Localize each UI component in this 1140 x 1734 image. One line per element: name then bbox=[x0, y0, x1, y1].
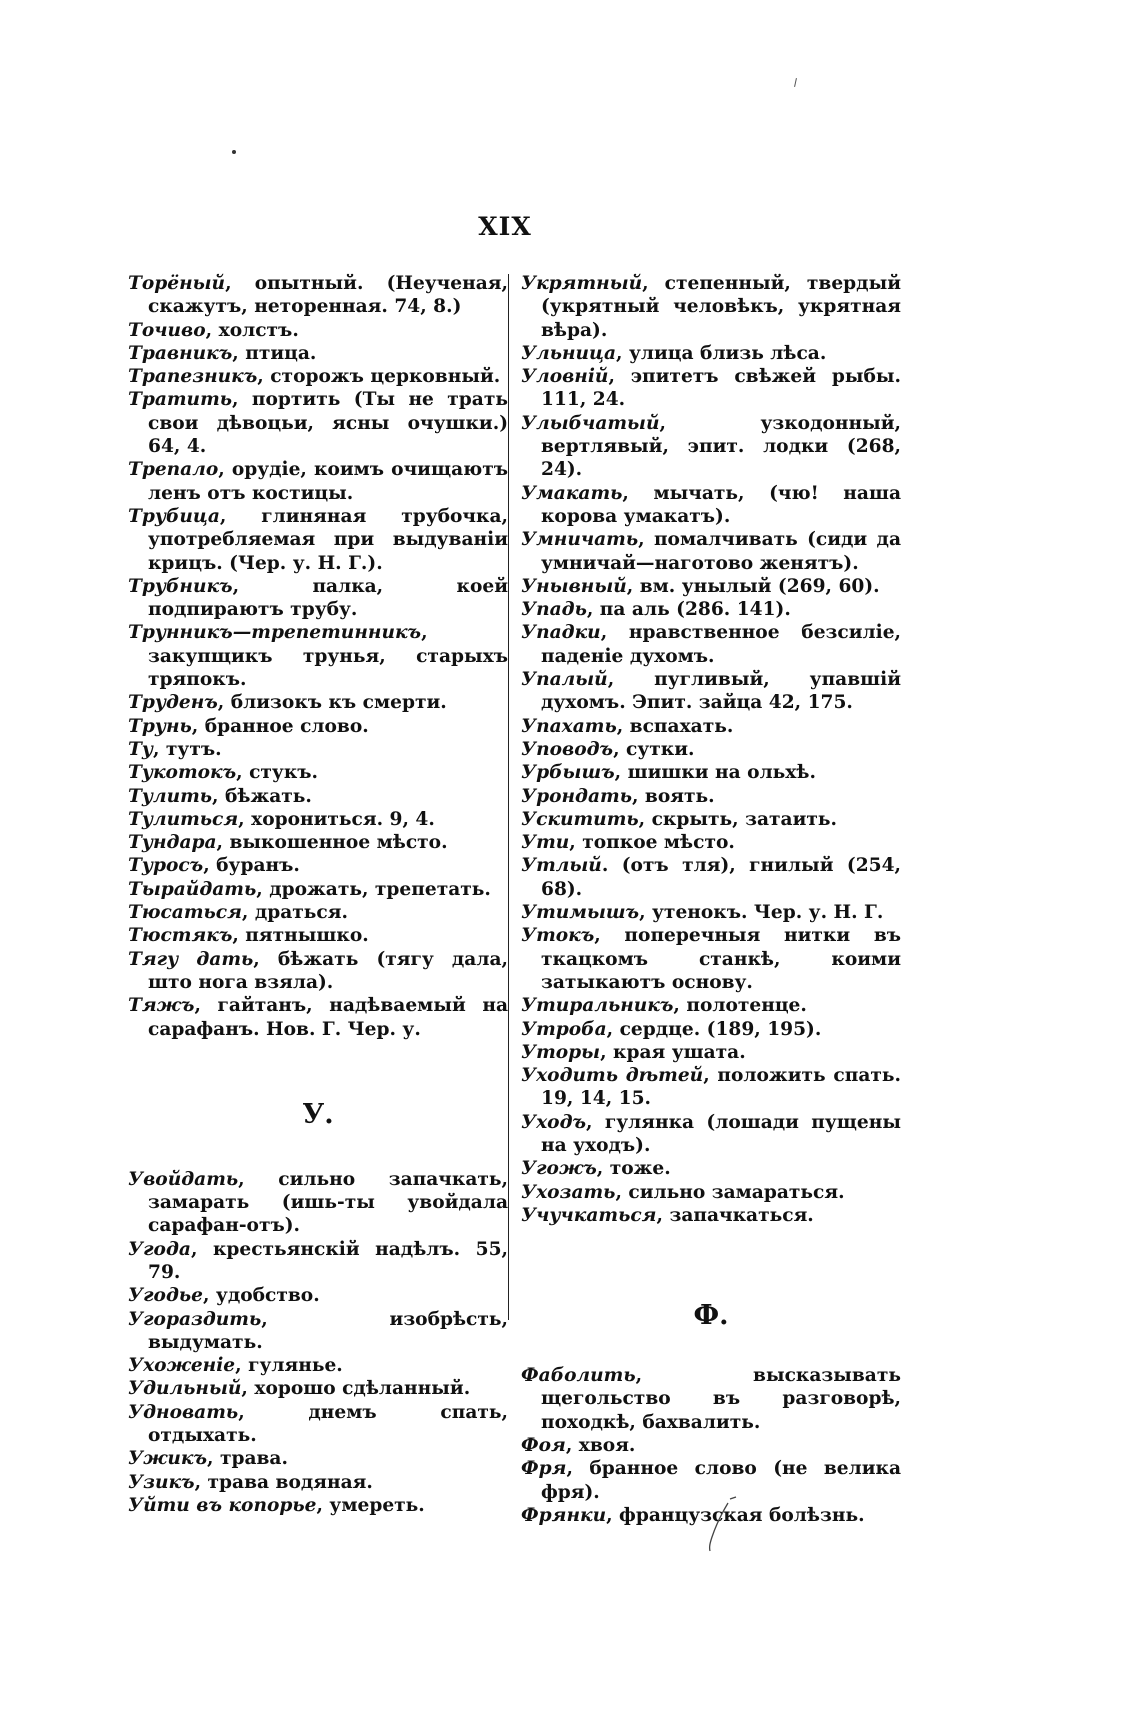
dictionary-entry bbox=[128, 621, 508, 691]
dictionary-entry bbox=[128, 1308, 508, 1355]
entry-definition: , тутъ. bbox=[152, 738, 222, 760]
entry-definition: , положить спать. 19, 14, 15. bbox=[541, 1065, 901, 1110]
dictionary-entry bbox=[128, 901, 508, 924]
entry-definition: , нравственное безсиліе, паденіе духомъ. bbox=[541, 622, 901, 667]
entry-definition: , запачкаться. bbox=[656, 1204, 814, 1226]
dictionary-entry bbox=[128, 785, 508, 808]
entry-headword: Туросъ bbox=[128, 855, 204, 877]
entry-definition: , холстъ. bbox=[205, 319, 299, 341]
entry-definition: , пятнышко. bbox=[232, 925, 369, 947]
entry-headword: Тулить bbox=[128, 785, 213, 807]
right-entries-top bbox=[521, 272, 901, 1227]
dictionary-entry bbox=[521, 621, 901, 668]
entry-definition: , буранъ. bbox=[203, 855, 300, 877]
entry-headword: Тукотокъ bbox=[128, 762, 237, 784]
entry-definition: . (отъ тля), гнилый (254, 68). bbox=[541, 855, 901, 900]
entry-definition: , сутки. bbox=[613, 738, 695, 760]
dictionary-entry bbox=[128, 994, 508, 1041]
entry-headword: Трапезникъ bbox=[128, 366, 258, 388]
dictionary-entry bbox=[521, 365, 901, 412]
entry-headword: Тулиться bbox=[128, 808, 239, 830]
dictionary-entry bbox=[128, 854, 508, 877]
dictionary-entry bbox=[128, 1284, 508, 1307]
entry-definition: , стукъ. bbox=[236, 762, 318, 784]
entry-definition: , мычать, (чю! наша корова умакатъ). bbox=[541, 482, 901, 527]
entry-headword: Урбышъ bbox=[521, 762, 615, 784]
dictionary-entry bbox=[128, 365, 508, 388]
entry-headword: Ту bbox=[128, 738, 153, 760]
dictionary-entry bbox=[521, 412, 901, 482]
entry-definition: , удобство. bbox=[202, 1285, 320, 1307]
entry-definition: , поперечныя нитки въ ткацкомъ станкѣ, коими затыкаютъ основу. bbox=[541, 925, 901, 993]
left-entries-bottom bbox=[128, 1168, 508, 1517]
dictionary-entry bbox=[128, 761, 508, 784]
dictionary-entry bbox=[128, 388, 508, 458]
entry-definition: , пугливый, упавшій духомъ. Эпит. зайца 42, 175. bbox=[541, 669, 901, 714]
entry-definition: , сильно замараться. bbox=[615, 1181, 845, 1203]
entry-headword: Труденъ bbox=[128, 692, 218, 714]
entry-headword: Уйти въ копорье bbox=[128, 1494, 317, 1516]
dictionary-entry bbox=[128, 272, 508, 319]
entry-headword: Утроба bbox=[521, 1018, 607, 1040]
entry-headword: Уходить дѣтей bbox=[521, 1065, 704, 1087]
dictionary-entry bbox=[128, 1377, 508, 1400]
entry-definition: , хорошо сдѣланный. bbox=[241, 1378, 471, 1400]
dictionary-entry bbox=[128, 924, 508, 947]
entry-headword: Упадь bbox=[521, 599, 587, 621]
dictionary-entry bbox=[128, 458, 508, 505]
entry-headword: Угожъ bbox=[521, 1158, 597, 1180]
dictionary-entry bbox=[128, 342, 508, 365]
entry-headword: Точиво bbox=[128, 319, 206, 341]
dictionary-entry bbox=[521, 528, 901, 575]
dictionary-entry bbox=[128, 1168, 508, 1238]
dictionary-entry bbox=[128, 738, 508, 761]
entry-definition: , трава водяная. bbox=[194, 1471, 373, 1493]
dictionary-entry bbox=[128, 715, 508, 738]
entry-definition: , близокъ къ смерти. bbox=[217, 692, 447, 714]
dictionary-entry bbox=[128, 1447, 508, 1470]
entry-headword: Утокъ bbox=[521, 925, 595, 947]
entry-definition: , сторожъ церковный. bbox=[257, 366, 501, 388]
entry-definition: , птица. bbox=[232, 342, 317, 364]
entry-headword: Ухозать bbox=[521, 1181, 616, 1203]
entry-headword: Удильный bbox=[128, 1378, 242, 1400]
entry-definition: , бѣжать (тягу дала, што нога взяла). bbox=[148, 948, 508, 993]
entry-definition: , дрожать, трепетать. bbox=[256, 878, 491, 900]
entry-definition: , бранное слово. bbox=[191, 715, 369, 737]
entry-headword: Умакать bbox=[521, 482, 623, 504]
entry-headword: Увойдать bbox=[128, 1168, 239, 1190]
page-number: XIX bbox=[478, 212, 532, 241]
entry-definition: , хорониться. 9, 4. bbox=[238, 808, 435, 830]
entry-headword: Тырайдать bbox=[128, 878, 257, 900]
entry-definition: , бѣжать. bbox=[212, 785, 312, 807]
entry-headword: Тундара bbox=[128, 832, 217, 854]
dictionary-entry bbox=[521, 1111, 901, 1158]
entry-definition: , днемъ спать, отдыхать. bbox=[148, 1401, 508, 1447]
entry-headword: Фрянки bbox=[521, 1504, 607, 1526]
pencil-scribble-mark bbox=[700, 1495, 740, 1555]
entry-headword: Трунь bbox=[128, 715, 192, 737]
entry-headword: Удновать bbox=[128, 1401, 239, 1423]
entry-definition: , глиняная трубочка, употребляемая при выдуваніи крицъ. (Чер. у. Н. Г.). bbox=[148, 505, 508, 574]
entry-headword: Уловній bbox=[521, 366, 609, 388]
entry-definition: , па аль (286. 141). bbox=[586, 599, 791, 621]
entry-definition: , опытный. (Неученая, скажутъ, неторенная. 74, 8.) bbox=[148, 273, 508, 318]
entry-definition: , вм. унылый (269, 60). bbox=[626, 575, 880, 597]
dictionary-entry bbox=[521, 1018, 901, 1041]
entry-headword: Упахать bbox=[521, 715, 617, 737]
dictionary-entry bbox=[521, 1181, 901, 1204]
entry-headword: Ульница bbox=[521, 342, 617, 364]
dictionary-entry bbox=[521, 924, 901, 994]
entry-definition: , эпитетъ свѣжей рыбы. 111, 24. bbox=[541, 366, 901, 411]
entry-definition: , гулянка (лошади пущены на уходъ). bbox=[541, 1111, 901, 1156]
entry-headword: Уторы bbox=[521, 1041, 601, 1063]
entry-headword: Утимышъ bbox=[521, 902, 640, 924]
entry-headword: Трепало bbox=[128, 459, 219, 481]
dictionary-entry bbox=[128, 1354, 508, 1377]
entry-definition: , бранное слово (не велика фря). bbox=[541, 1458, 901, 1503]
dictionary-entry bbox=[128, 691, 508, 714]
entry-headword: Травникъ bbox=[128, 342, 233, 364]
entry-definition: , орудіе, коимъ очищаютъ ленъ отъ костицы. bbox=[148, 459, 508, 504]
entry-definition: , закупщикъ трунья, старыхъ тряпокъ. bbox=[148, 622, 508, 691]
dictionary-entry bbox=[521, 901, 901, 924]
entry-definition: , умереть. bbox=[316, 1494, 425, 1516]
entry-headword: Узикъ bbox=[128, 1471, 195, 1493]
entry-definition: , воять. bbox=[631, 785, 715, 807]
dictionary-entry bbox=[128, 808, 508, 831]
entry-definition: , тоже. bbox=[596, 1158, 671, 1180]
entry-definition: , французская болѣзнь. bbox=[606, 1504, 865, 1526]
entry-headword: Утлый bbox=[521, 855, 602, 877]
entry-definition: , сердце. (189, 195). bbox=[606, 1018, 822, 1040]
entry-definition: , драться. bbox=[241, 902, 348, 924]
entry-definition: , степенный, твердый (укрятный человѣкъ, укрятная вѣра). bbox=[541, 273, 901, 341]
entry-headword: Тяжъ bbox=[128, 995, 195, 1017]
entry-headword: Ужикъ bbox=[128, 1448, 207, 1470]
entry-definition: , крестьянскій надѣлъ. 55, 79. bbox=[148, 1238, 508, 1283]
dictionary-entry bbox=[521, 761, 901, 784]
entry-definition: , выкошенное мѣсто. bbox=[216, 832, 448, 854]
dictionary-entry bbox=[521, 854, 901, 901]
entry-definition: , улица близь лѣса. bbox=[616, 342, 827, 364]
dictionary-entry bbox=[521, 785, 901, 808]
dictionary-entry bbox=[521, 668, 901, 715]
dictionary-entry bbox=[521, 994, 901, 1017]
entry-definition: , шишки на ольхѣ. bbox=[614, 762, 816, 784]
left-entries-top bbox=[128, 272, 508, 1041]
stray-dot bbox=[232, 150, 236, 154]
dictionary-entry bbox=[521, 482, 901, 529]
column-divider bbox=[508, 274, 509, 1320]
entry-definition: , хвоя. bbox=[565, 1435, 636, 1457]
entry-headword: Упадки bbox=[521, 622, 601, 644]
section-letter-f: Ф. bbox=[693, 1300, 729, 1332]
entry-definition: , сильно запачкать, замарать (ишь-ты увойдала сарафан-отъ). bbox=[148, 1168, 508, 1237]
entry-headword: Угодье bbox=[128, 1285, 203, 1307]
dictionary-entry bbox=[521, 1204, 901, 1227]
dictionary-entry bbox=[128, 575, 508, 622]
entry-headword: Тягу дать bbox=[128, 948, 254, 970]
entry-definition: , портить (Ты не трать свои дѣвоцьи, ясны очушки.) 64, 4. bbox=[148, 389, 508, 458]
dictionary-entry bbox=[128, 1238, 508, 1285]
entry-headword: Упалый bbox=[521, 669, 608, 691]
entry-definition: , топкое мѣсто. bbox=[569, 832, 735, 854]
entry-headword: Урондать bbox=[521, 785, 632, 807]
entry-definition: , гулянье. bbox=[235, 1355, 343, 1377]
dictionary-entry bbox=[128, 505, 508, 575]
stray-mark bbox=[794, 78, 797, 87]
dictionary-entry bbox=[128, 948, 508, 995]
dictionary-entry bbox=[128, 878, 508, 901]
dictionary-entry bbox=[521, 1157, 901, 1180]
dictionary-entry bbox=[128, 1401, 508, 1448]
dictionary-entry bbox=[521, 738, 901, 761]
entry-definition: , изобрѣсть, выдумать. bbox=[148, 1308, 508, 1353]
entry-definition: , помалчивать (сиди да умничай—наготово женятъ). bbox=[541, 529, 901, 574]
dictionary-entry bbox=[521, 808, 901, 831]
entry-definition: , гайтанъ, надѣваемый на сарафанъ. Нов. Г. Чер. у. bbox=[148, 995, 508, 1040]
entry-headword: Тюстякъ bbox=[128, 925, 233, 947]
entry-headword: Торёный bbox=[128, 273, 226, 294]
dictionary-entry bbox=[128, 319, 508, 342]
entry-headword: Укрятный bbox=[521, 273, 643, 294]
entry-headword: Трунникъ—трепетинникъ bbox=[128, 622, 422, 644]
entry-definition: , узкодонный, вертлявый, эпит. лодки (268, 24). bbox=[541, 412, 901, 481]
dictionary-entry bbox=[521, 575, 901, 598]
entry-headword: Ускитить bbox=[521, 808, 639, 830]
right-column bbox=[521, 272, 901, 1527]
entry-headword: Ути bbox=[521, 832, 570, 854]
entry-headword: Трубникъ bbox=[128, 575, 233, 597]
dictionary-entry bbox=[521, 1064, 901, 1111]
entry-headword: Угораздить bbox=[128, 1308, 262, 1330]
dictionary-entry bbox=[521, 1041, 901, 1064]
entry-headword: Фоя bbox=[521, 1435, 566, 1457]
entry-definition: , высказывать щегольство въ разговорѣ, походкѣ, бахвалить. bbox=[541, 1365, 901, 1433]
section-letter-u: У. bbox=[302, 1098, 334, 1130]
entry-headword: Улыбчатый bbox=[521, 412, 660, 434]
left-column bbox=[128, 272, 508, 1517]
entry-headword: Ухоженіе bbox=[128, 1355, 236, 1377]
entry-headword: Утиральникъ bbox=[521, 995, 674, 1017]
dictionary-entry bbox=[521, 715, 901, 738]
dictionary-entry bbox=[521, 598, 901, 621]
entry-headword: Трубица bbox=[128, 505, 220, 527]
dictionary-entry bbox=[521, 1434, 901, 1457]
entry-headword: Умничать bbox=[521, 529, 639, 551]
entry-headword: Унывный bbox=[521, 575, 627, 597]
dictionary-entry bbox=[521, 1364, 901, 1434]
dictionary-entry bbox=[521, 831, 901, 854]
entry-headword: Фря bbox=[521, 1458, 567, 1480]
dictionary-entry bbox=[128, 1471, 508, 1494]
dictionary-entry bbox=[521, 272, 901, 342]
entry-headword: Тратить bbox=[128, 389, 233, 411]
entry-definition: , трава. bbox=[207, 1448, 288, 1470]
entry-definition: , полотенце. bbox=[673, 995, 807, 1017]
entry-headword: Уповодъ bbox=[521, 738, 614, 760]
entry-headword: Уходъ bbox=[521, 1111, 587, 1133]
entry-headword: Учучкаться bbox=[521, 1204, 657, 1226]
dictionary-entry bbox=[521, 342, 901, 365]
entry-headword: Угода bbox=[128, 1238, 191, 1260]
dictionary-entry bbox=[128, 831, 508, 854]
entry-headword: Фаболить bbox=[521, 1365, 636, 1387]
entry-definition: , палка, коей подпираютъ трубу. bbox=[148, 575, 508, 621]
entry-definition: , утенокъ. Чер. у. Н. Г. bbox=[639, 902, 884, 924]
entry-definition: , края ушата. bbox=[600, 1041, 746, 1063]
entry-definition: , скрыть, затаить. bbox=[638, 808, 837, 830]
dictionary-entry bbox=[128, 1494, 508, 1517]
entry-headword: Тюсаться bbox=[128, 902, 242, 924]
entry-definition: , вспахать. bbox=[616, 715, 734, 737]
